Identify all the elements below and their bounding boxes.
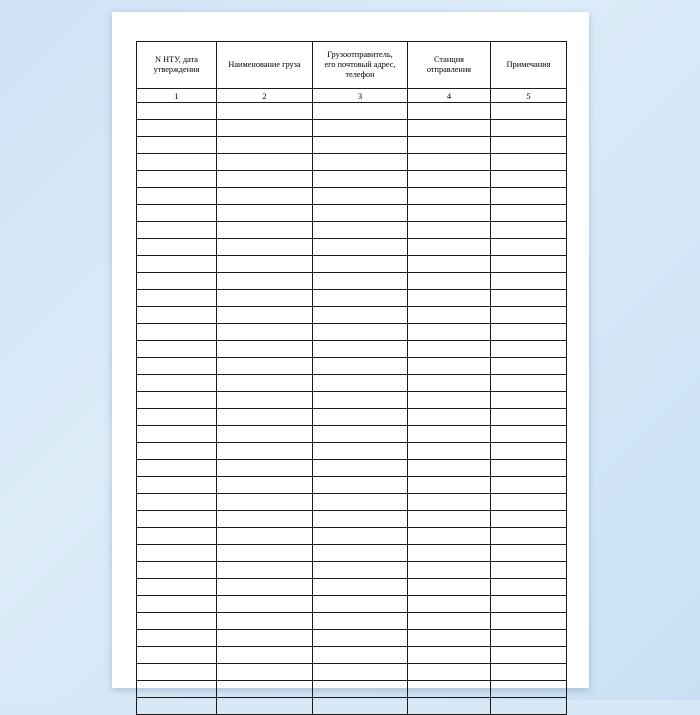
table-cell[interactable] (137, 307, 217, 324)
table-cell[interactable] (217, 528, 313, 545)
table-cell[interactable] (408, 222, 491, 239)
table-cell[interactable] (408, 307, 491, 324)
table-cell[interactable] (491, 188, 567, 205)
table-cell[interactable] (313, 256, 408, 273)
table-row[interactable] (137, 324, 567, 341)
table-cell[interactable] (137, 392, 217, 409)
column-header-cargo-name (217, 42, 313, 89)
table-cell[interactable] (137, 460, 217, 477)
table-cell[interactable] (217, 562, 313, 579)
column-header-consignor (313, 42, 408, 89)
table-cell[interactable] (408, 477, 491, 494)
table-cell[interactable] (217, 341, 313, 358)
table-cell[interactable] (408, 273, 491, 290)
table-cell[interactable] (408, 341, 491, 358)
table-cell[interactable] (137, 698, 217, 715)
table-cell[interactable] (491, 579, 567, 596)
table-cell[interactable] (217, 205, 313, 222)
table-cell[interactable] (408, 528, 491, 545)
table-cell[interactable] (491, 647, 567, 664)
table-cell[interactable] (313, 120, 408, 137)
table-cell[interactable] (491, 443, 567, 460)
table-cell[interactable] (137, 664, 217, 681)
table-cell[interactable] (313, 528, 408, 545)
table-cell[interactable] (137, 171, 217, 188)
table-cell[interactable] (137, 273, 217, 290)
table-cell[interactable] (408, 154, 491, 171)
table-cell[interactable] (408, 324, 491, 341)
table-row[interactable] (137, 613, 567, 630)
table-cell[interactable] (137, 511, 217, 528)
table-cell[interactable] (491, 596, 567, 613)
table-cell[interactable] (313, 511, 408, 528)
table-cell[interactable] (217, 647, 313, 664)
table-row[interactable] (137, 358, 567, 375)
table-cell[interactable] (137, 120, 217, 137)
table-cell[interactable] (408, 375, 491, 392)
table-cell[interactable] (408, 426, 491, 443)
table-cell[interactable] (137, 137, 217, 154)
table-cell[interactable] (217, 511, 313, 528)
table-cell[interactable] (408, 647, 491, 664)
table-cell[interactable] (217, 222, 313, 239)
table-cell[interactable] (491, 222, 567, 239)
table-cell[interactable] (408, 290, 491, 307)
table-row[interactable] (137, 137, 567, 154)
table-cell[interactable] (217, 324, 313, 341)
column-header-ntu-line-2: утверждения (153, 65, 200, 74)
column-header-departure-station-line-1: Станция (434, 55, 464, 65)
table-cell[interactable] (217, 579, 313, 596)
table-row[interactable] (137, 409, 567, 426)
table-cell[interactable] (217, 596, 313, 613)
table-cell[interactable] (313, 681, 408, 698)
table-cell[interactable] (408, 358, 491, 375)
table-row[interactable] (137, 596, 567, 613)
table-header-row (137, 42, 567, 89)
table-cell[interactable] (217, 188, 313, 205)
table-cell[interactable] (408, 443, 491, 460)
table-cell[interactable] (217, 375, 313, 392)
table-row[interactable] (137, 698, 567, 715)
table-row[interactable] (137, 222, 567, 239)
table-cell[interactable] (408, 511, 491, 528)
table-header (137, 42, 567, 103)
table-cell[interactable] (217, 154, 313, 171)
register-table (136, 41, 567, 715)
table-cell[interactable] (217, 290, 313, 307)
table-row[interactable] (137, 477, 567, 494)
table-cell[interactable] (137, 596, 217, 613)
table-cell[interactable] (217, 103, 313, 120)
table-row[interactable] (137, 545, 567, 562)
table-cell[interactable] (137, 545, 217, 562)
table-cell[interactable] (217, 494, 313, 511)
table-cell[interactable] (408, 579, 491, 596)
table-cell[interactable] (313, 324, 408, 341)
column-number-4: 4 (408, 89, 491, 103)
table-cell[interactable] (137, 324, 217, 341)
table-cell[interactable] (491, 273, 567, 290)
table-cell[interactable] (217, 545, 313, 562)
column-header-ntu-line-1: N НТУ, дата (155, 55, 198, 65)
table-row[interactable] (137, 681, 567, 698)
table-row[interactable] (137, 630, 567, 647)
table-cell[interactable] (137, 528, 217, 545)
table-cell[interactable] (217, 426, 313, 443)
table-cell[interactable] (217, 256, 313, 273)
table-cell[interactable] (313, 358, 408, 375)
table-cell[interactable] (313, 579, 408, 596)
table-row[interactable] (137, 392, 567, 409)
table-cell[interactable] (408, 681, 491, 698)
table-cell[interactable] (313, 273, 408, 290)
column-header-cargo-name-line-1: Наименование груза (228, 60, 301, 70)
table-row[interactable] (137, 375, 567, 392)
table-cell[interactable] (491, 120, 567, 137)
table-cell[interactable] (491, 358, 567, 375)
column-header-notes-line-1: Примечания (506, 60, 551, 70)
table-cell[interactable] (313, 392, 408, 409)
table-cell[interactable] (313, 664, 408, 681)
column-number-5: 5 (491, 89, 567, 103)
table-cell[interactable] (217, 477, 313, 494)
table-cell[interactable] (491, 613, 567, 630)
document-page (112, 12, 589, 688)
table-cell[interactable] (491, 392, 567, 409)
table-cell[interactable] (408, 613, 491, 630)
table-row[interactable] (137, 103, 567, 120)
table-cell[interactable] (491, 205, 567, 222)
table-cell[interactable] (137, 256, 217, 273)
table-row[interactable] (137, 528, 567, 545)
table-cell[interactable] (217, 358, 313, 375)
table-cell[interactable] (137, 630, 217, 647)
table-cell[interactable] (313, 630, 408, 647)
table-cell[interactable] (217, 460, 313, 477)
column-number-3: 3 (313, 89, 408, 103)
table-cell[interactable] (491, 562, 567, 579)
table-cell[interactable] (137, 613, 217, 630)
table-cell[interactable] (408, 239, 491, 256)
table-row[interactable] (137, 273, 567, 290)
table-cell[interactable] (408, 188, 491, 205)
table-cell[interactable] (217, 681, 313, 698)
table-cell[interactable] (217, 137, 313, 154)
table-cell[interactable] (408, 630, 491, 647)
table-cell[interactable] (491, 375, 567, 392)
table-cell[interactable] (408, 171, 491, 188)
table-cell[interactable] (137, 409, 217, 426)
column-header-departure-station-line-2: отправления (426, 65, 472, 74)
table-cell[interactable] (137, 154, 217, 171)
table-cell[interactable] (491, 324, 567, 341)
table-cell[interactable] (313, 375, 408, 392)
table-cell[interactable] (217, 698, 313, 715)
table-cell[interactable] (408, 392, 491, 409)
table-cell[interactable] (313, 154, 408, 171)
table-cell[interactable] (313, 103, 408, 120)
table-cell[interactable] (491, 477, 567, 494)
table-cell[interactable] (217, 239, 313, 256)
column-number-2: 2 (217, 89, 313, 103)
table-row[interactable] (137, 120, 567, 137)
table-row[interactable] (137, 290, 567, 307)
table-cell[interactable] (217, 443, 313, 460)
table-cell[interactable] (137, 562, 217, 579)
table-cell[interactable] (408, 562, 491, 579)
table-row[interactable] (137, 511, 567, 528)
table-cell[interactable] (491, 137, 567, 154)
column-header-departure-station (408, 42, 491, 89)
table-cell[interactable] (217, 307, 313, 324)
column-number-1: 1 (137, 89, 217, 103)
table-cell[interactable] (491, 528, 567, 545)
table-cell[interactable] (217, 273, 313, 290)
table-cell[interactable] (217, 664, 313, 681)
column-number-row (137, 89, 567, 103)
table-cell[interactable] (491, 426, 567, 443)
table-cell[interactable] (137, 426, 217, 443)
table-cell[interactable] (313, 477, 408, 494)
table-cell[interactable] (491, 511, 567, 528)
table-cell[interactable] (217, 171, 313, 188)
table-row[interactable] (137, 154, 567, 171)
table-row[interactable] (137, 205, 567, 222)
table-cell[interactable] (491, 494, 567, 511)
table-cell[interactable] (491, 290, 567, 307)
table-row[interactable] (137, 494, 567, 511)
table-cell[interactable] (313, 137, 408, 154)
table-cell[interactable] (408, 120, 491, 137)
table-cell[interactable] (313, 613, 408, 630)
column-header-ntu (137, 42, 217, 89)
table-cell[interactable] (137, 358, 217, 375)
table-cell[interactable] (313, 562, 408, 579)
table-cell[interactable] (313, 443, 408, 460)
table-cell[interactable] (491, 171, 567, 188)
table-cell[interactable] (313, 222, 408, 239)
table-cell[interactable] (217, 409, 313, 426)
column-header-notes (491, 42, 567, 89)
table-cell[interactable] (491, 681, 567, 698)
table-row[interactable] (137, 307, 567, 324)
column-header-consignor-line-2: его почтовый адрес, (324, 60, 396, 70)
column-header-consignor-line-3: телефон (345, 69, 375, 79)
table-cell[interactable] (313, 409, 408, 426)
table-cell[interactable] (137, 205, 217, 222)
table-row[interactable] (137, 664, 567, 681)
table-cell[interactable] (313, 494, 408, 511)
table-cell[interactable] (313, 290, 408, 307)
table-cell[interactable] (137, 681, 217, 698)
column-header-consignor-line-1: Грузоотправитель, (327, 50, 393, 60)
table-cell[interactable] (313, 171, 408, 188)
table-cell[interactable] (408, 460, 491, 477)
table-cell[interactable] (137, 579, 217, 596)
table-cell[interactable] (313, 426, 408, 443)
table-cell[interactable] (137, 290, 217, 307)
table-row[interactable] (137, 188, 567, 205)
table-cell[interactable] (313, 341, 408, 358)
table-cell[interactable] (408, 596, 491, 613)
table-cell[interactable] (491, 460, 567, 477)
table-cell[interactable] (217, 613, 313, 630)
table-row[interactable] (137, 341, 567, 358)
table-cell[interactable] (313, 698, 408, 715)
table-cell[interactable] (217, 392, 313, 409)
table-cell[interactable] (137, 188, 217, 205)
table-cell[interactable] (491, 409, 567, 426)
table-cell[interactable] (491, 630, 567, 647)
table-cell[interactable] (313, 596, 408, 613)
table-cell[interactable] (491, 664, 567, 681)
table-row[interactable] (137, 239, 567, 256)
table-cell[interactable] (313, 239, 408, 256)
table-row[interactable] (137, 443, 567, 460)
table-cell[interactable] (408, 494, 491, 511)
table-row[interactable] (137, 647, 567, 664)
table-cell[interactable] (137, 443, 217, 460)
table-cell[interactable] (408, 664, 491, 681)
table-cell[interactable] (491, 307, 567, 324)
table-cell[interactable] (408, 205, 491, 222)
table-cell[interactable] (491, 239, 567, 256)
register-table-container (136, 41, 566, 715)
table-row[interactable] (137, 460, 567, 477)
table-row[interactable] (137, 562, 567, 579)
table-cell[interactable] (491, 256, 567, 273)
table-cell[interactable] (408, 256, 491, 273)
table-cell[interactable] (313, 460, 408, 477)
table-cell[interactable] (137, 222, 217, 239)
table-row[interactable] (137, 426, 567, 443)
table-cell[interactable] (137, 239, 217, 256)
table-cell[interactable] (137, 477, 217, 494)
table-cell[interactable] (137, 647, 217, 664)
table-cell[interactable] (313, 647, 408, 664)
table-cell[interactable] (313, 188, 408, 205)
table-cell[interactable] (137, 375, 217, 392)
table-row[interactable] (137, 256, 567, 273)
table-cell[interactable] (491, 154, 567, 171)
table-cell[interactable] (137, 103, 217, 120)
table-row[interactable] (137, 171, 567, 188)
table-cell[interactable] (491, 545, 567, 562)
table-cell[interactable] (313, 205, 408, 222)
table-cell[interactable] (313, 307, 408, 324)
table-cell[interactable] (491, 103, 567, 120)
table-cell[interactable] (408, 409, 491, 426)
table-cell[interactable] (408, 103, 491, 120)
table-cell[interactable] (491, 698, 567, 715)
table-cell[interactable] (217, 120, 313, 137)
table-cell[interactable] (313, 545, 408, 562)
table-cell[interactable] (137, 494, 217, 511)
table-body (137, 103, 567, 715)
table-cell[interactable] (408, 545, 491, 562)
table-row[interactable] (137, 579, 567, 596)
table-cell[interactable] (408, 698, 491, 715)
table-cell[interactable] (408, 137, 491, 154)
table-cell[interactable] (137, 341, 217, 358)
table-cell[interactable] (217, 630, 313, 647)
table-cell[interactable] (491, 341, 567, 358)
